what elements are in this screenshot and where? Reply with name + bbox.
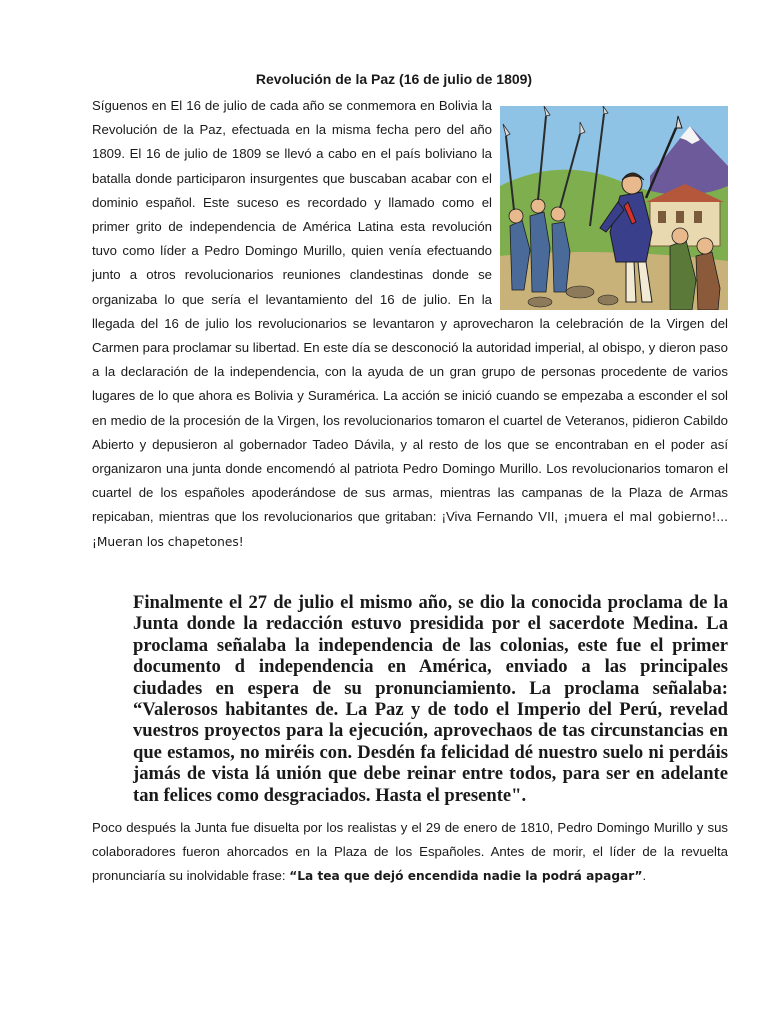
murillo-quote: “La tea que dejó encendida nadie la podrá apagar” — [289, 869, 643, 884]
revolution-illustration — [500, 106, 728, 310]
paragraph-proclamation: Finalmente el 27 de julio el mismo año, se dio la conocida proclama de la Junta donde la redacción estuvo presidida por el sacerdote Medina. La proclama señalaba la independencia de las colonias, este fue el primer documento d independencia en América, enviado a las principales ciudades en espera de su pronunciamiento. La proclama señalaba: “Valerosos habitantes de. La Paz y de todo el Imperio del Perú, revelad vuestros proyectos para la ejecución, aprovechaos de tas circunstancias en que estamos, no miréis con. Desdén fa felicidad dé nuestro suelo ni perdáis jamás de vista lá unión que debe reinar entre todos, para ser en adelante tan felices como desgraciados. Hasta el presente". — [133, 592, 728, 806]
document-title: Revolución de la Paz (16 de julio de 1809) — [255, 71, 533, 87]
paragraph-conclusion-text: Poco después la Junta fue disuelta por los realistas y el 29 de enero de 1810, Pedro Domingo Murillo y sus colaboradores fueron ahorcados en la Plaza de los Españoles. Antes de morir, el líder de la revuelta pronunciaría su inolvidable frase: — [92, 820, 728, 884]
revolution-illustration-icon — [500, 106, 728, 310]
paragraph-conclusion — [92, 816, 728, 889]
paragraph-conclusion-end: . — [642, 868, 647, 884]
paragraph-intro-text: Síguenos en El 16 de julio de cada año se conmemora en Bolivia la Revolución de la Paz, efectuada en la misma fecha pero del año 1809. El 16 de julio de 1809 se llevó a cabo en el país boliviano la batalla donde participaron insurgentes que buscaban acabar con el dominio español. Este suceso es recordado y llamado como el primer grito de independencia de América Latina esta revolución tuvo como líder a Pedro Domingo Murillo, quien venía efectuando junto a otros revolucionarios reuniones clandestinas donde se organizaba lo que sería el levantamiento del 16 de julio. En la llegada del 16 de julio los revolucionarios se levantaron y aprovecharon la celebración de la Virgen del Carmen para proclamar su libertad. En este día se desconoció la autoridad imperial, al obispo, y dieron paso a la declaración de la independencia, con la ayuda de un gran grupo de personas procedente de varios lugares de lo que ahora es Bolivia y Suramérica. La acción se inició cuando se empezaba a esconder el sol en medio de la procesión de la Virgen, los revolucionarios tomaron el cuartel de Veteranos, pidieron Cabildo Abierto y depusieron al gobernador Tadeo Dávila, y al resto de los que se encontraban en el poder así organizaron una junta donde encomendó al patriota Pedro Domingo Murillo. Los revolucionarios tomaron el cuartel de los españoles apoderándose de sus armas, mientras las campanas de la Plaza de Armas repicaban, mientras que los revolucionarios que gritaban: ¡Viva Fernando VII, — [92, 98, 728, 525]
paragraph-intro-tail: ¡muera el mal gobierno!... ¡Mueran los chapetones! — [92, 510, 728, 549]
